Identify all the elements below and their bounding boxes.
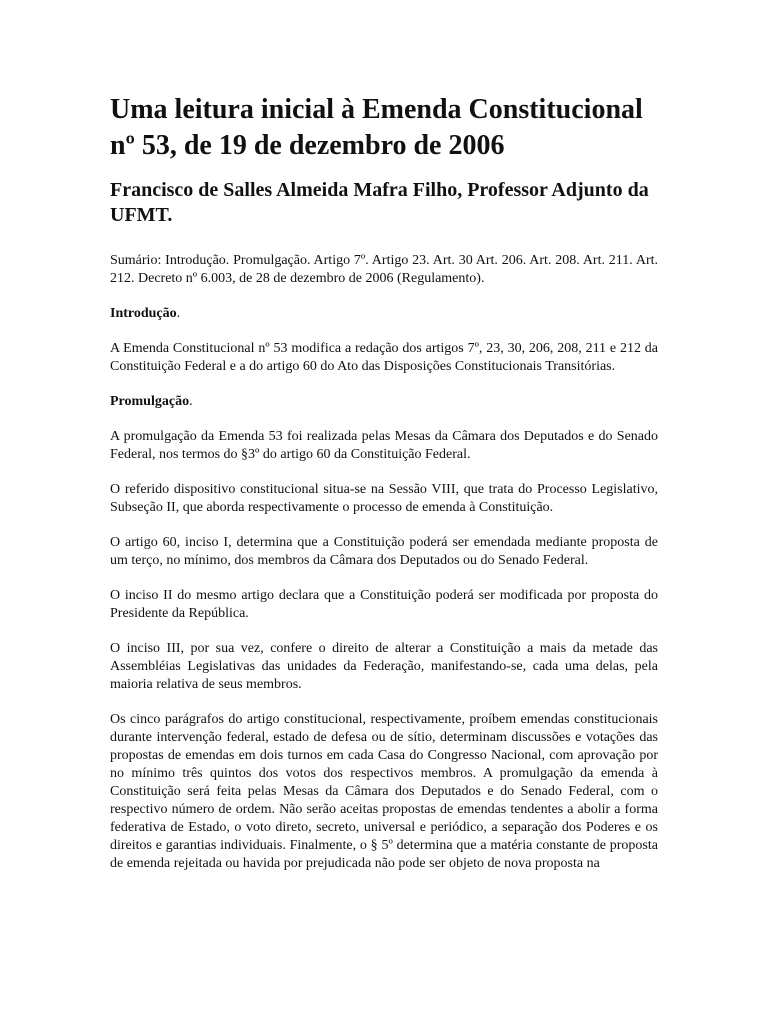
body-paragraph: O inciso II do mesmo artigo declara que a Constituição poderá ser modificada por proposta do Presidente da República. — [110, 588, 658, 621]
body-paragraph: A promulgação da Emenda 53 foi realizada pelas Mesas da Câmara dos Deputados e do Senado Federal, nos termos do §3º do artigo 60 da Constituição Federal. — [110, 429, 658, 462]
section-heading-label: Promulgação — [110, 394, 190, 409]
body-paragraph: O artigo 60, inciso I, determina que a Constituição poderá ser emendada mediante proposta de um terço, no mínimo, dos membros da Câmara dos Deputados ou do Senado Federal. — [110, 535, 658, 568]
body-paragraph: O referido dispositivo constitucional situa-se na Sessão VIII, que trata do Processo Legislativo, Subseção II, que aborda respectivamente o processo de emenda à Constituição. — [110, 482, 658, 515]
body-paragraph: O inciso III, por sua vez, confere o direito de alterar a Constituição a mais da metade das Assembléias Legislativas das unidades da Federação, manifestando-se, cada uma delas, pela maioria relativa de seus membros. — [110, 641, 658, 692]
document-page — [110, 92, 658, 890]
intro-paragraph: A Emenda Constitucional nº 53 modifica a redação dos artigos 7º, 23, 30, 206, 208, 211 e 212 da Constituição Federal e a do artigo 60 do Ato das Disposições Constitucionais Transitórias. — [110, 341, 658, 374]
document-title: Uma leitura inicial à Emenda Constitucional nº 53, de 19 de dezembro de 2006 — [110, 94, 643, 161]
section-heading-promulgacao — [110, 393, 658, 411]
section-heading-suffix: . — [189, 394, 193, 409]
summary-paragraph: Sumário: Introdução. Promulgação. Artigo 7º. Artigo 23. Art. 30 Art. 206. Art. 208. Art. 211. Art. 212. Decreto nº 6.003, de 28 de dezembro de 2006 (Regulamento). — [110, 253, 658, 286]
section-heading-label: Introdução — [110, 306, 177, 321]
body-paragraph: Os cinco parágrafos do artigo constitucional, respectivamente, proíbem emendas constitucionais durante intervenção federal, estado de defesa ou de sítio, determinam discussões e votações das propostas de emendas em dois turnos em cada Casa do Congresso Nacional, com aprovação por no mínimo três quintos dos votos dos respectivos membros. A promulgação da emenda à Constituição será feita pelas Mesas da Câmara dos Deputados e do Senado Federal, com o respectivo número de ordem. Não serão aceitas propostas de emendas tendentes a abolir a forma federativa de Estado, o voto direto, secreto, universal e periódico, a separação dos Poderes e os direitos e garantias individuais. Finalmente, o § 5º determina que a matéria constante de proposta de emenda rejeitada ou havida por prejudicada não pode ser objeto de nova proposta na — [110, 712, 658, 871]
document-author: Francisco de Salles Almeida Mafra Filho, Professor Adjunto da UFMT. — [110, 179, 649, 226]
section-heading-suffix: . — [176, 306, 181, 321]
section-heading-introducao — [110, 305, 658, 323]
